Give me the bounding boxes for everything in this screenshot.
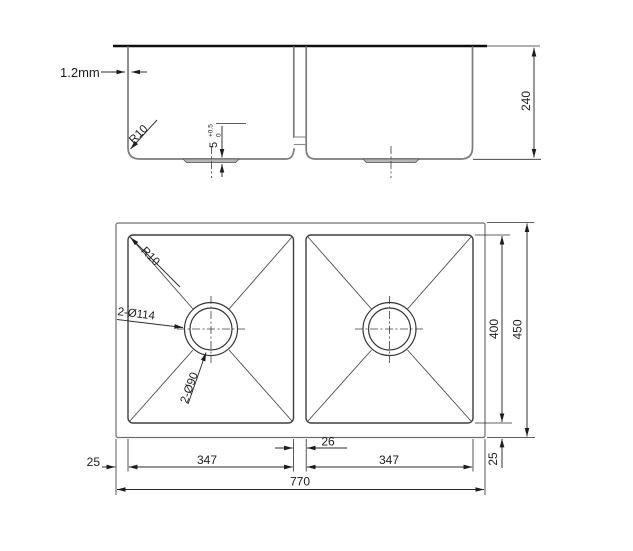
overall-width-label: 770 [289,474,311,489]
drain-inner-label: 2-Ø90 [178,370,201,405]
dim-side-corner-radius [127,120,157,149]
dim-overall-depth [511,224,528,437]
side-corner-radius-label: R10 [127,122,151,147]
dim-drain-outer [117,306,183,327]
extension-lines [116,223,535,496]
plan-left-drain [177,296,246,363]
dim-bowl-height [519,48,534,158]
recess-depth-label: 5 [208,141,220,148]
right-edge-offset-label: 25 [486,452,500,466]
inner-depth-label: 400 [487,318,501,340]
recess-tol-plus-label: +0.5 [207,124,215,137]
dim-divider-width [275,435,347,449]
side-right-bowl-outline [306,47,472,159]
dim-drain-inner [179,353,206,406]
dim-wall-thickness [60,65,147,80]
plan-view [87,223,535,496]
side-view [60,46,541,178]
dim-inner-depth [487,236,502,422]
drain-outer-label: 2-Ø114 [116,306,156,323]
bowl-height-label: 240 [519,90,533,112]
wall-thickness-label: 1.2mm [60,65,100,80]
recess-tol-minus-label: 0 [215,133,223,137]
right-bowl-width-label: 347 [378,453,400,467]
dim-right-bowl-width [307,453,472,467]
plan-corner-radius-label: R10 [138,244,162,269]
side-left-drain-recess [183,159,239,163]
plan-outer-rect [116,223,485,438]
divider-width-label: 26 [321,434,335,449]
dim-left-bowl-width [129,453,293,467]
dim-right-edge-offset [486,439,502,468]
dim-plan-corner-radius [131,238,181,288]
left-bowl-width-label: 347 [196,453,218,467]
overall-depth-label: 450 [510,319,525,340]
dim-overall-width [117,475,484,490]
dim-recess-depth [208,124,247,178]
left-edge-offset-label: 25 [86,455,100,469]
plan-right-drain [355,296,424,363]
dim-left-edge-offset [87,455,116,469]
